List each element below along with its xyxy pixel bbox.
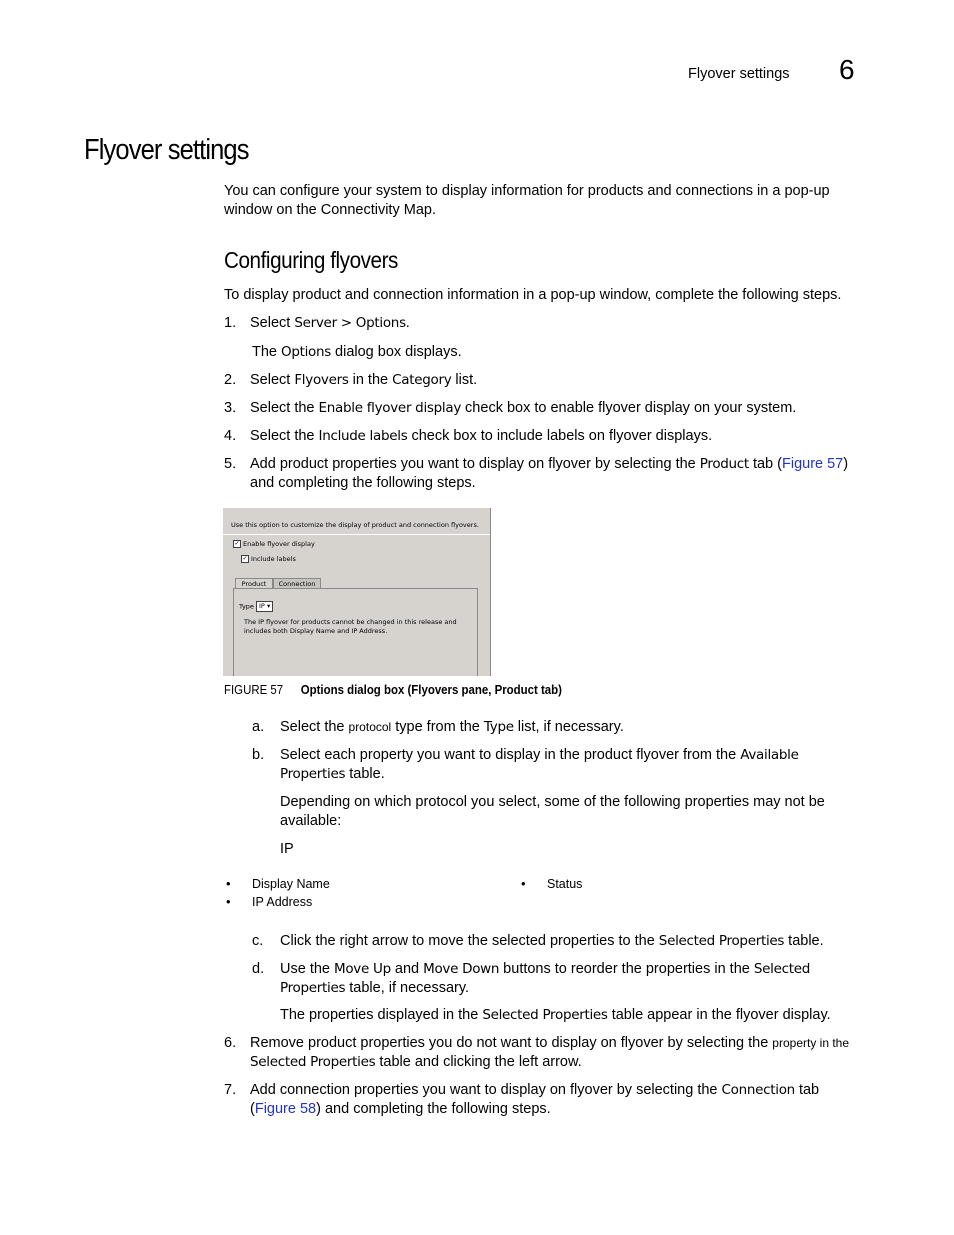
text: table.	[345, 766, 385, 782]
step-text	[250, 371, 477, 390]
step-text	[250, 427, 712, 446]
substep-a	[252, 718, 864, 737]
list-item	[226, 876, 330, 894]
list-item	[521, 876, 582, 894]
figure-label: FIGURE 57	[224, 682, 284, 697]
type-select[interactable]	[256, 601, 273, 612]
figure-58-link[interactable]: Figure 58	[254, 1101, 317, 1117]
substep-letter: c.	[252, 933, 264, 949]
product-tab-panel	[233, 588, 478, 676]
ui-term: Selected Properties	[250, 1054, 376, 1070]
properties-list-col1	[226, 876, 330, 912]
intro-paragraph: You can configure your system to display information for products and connections in a pop-up window on the Connectivity Map.	[224, 183, 830, 218]
text: protocol	[348, 720, 392, 734]
text: list, if necessary.	[513, 719, 624, 735]
ui-term: Server > Options	[294, 315, 406, 331]
ui-term: Available Properties	[280, 747, 799, 782]
protocol-name: IP	[280, 841, 294, 857]
bullet-icon: •	[226, 894, 231, 909]
options-dialog-screenshot	[223, 508, 491, 676]
text: type from the	[391, 719, 484, 735]
step-number: 2.	[224, 372, 237, 388]
text: property in the	[772, 1036, 850, 1050]
tab-product[interactable]: Product	[235, 578, 273, 589]
divider	[223, 534, 490, 535]
text: table.	[784, 933, 824, 949]
substep-b	[252, 746, 864, 784]
chevron-down-icon: ▾	[266, 602, 271, 610]
text: Select the	[250, 428, 319, 444]
figure-57-link[interactable]: Figure 57	[781, 456, 844, 472]
checkmark-icon: ✓	[234, 540, 240, 547]
step-6	[224, 1034, 864, 1072]
checkbox-label: Enable flyover display	[243, 540, 315, 548]
step-text	[250, 1081, 864, 1119]
text: .	[405, 315, 410, 331]
text: Select each property you want to display in the product flyover from the	[280, 747, 741, 763]
include-labels-checkbox[interactable]	[241, 555, 296, 563]
substep-letter: d.	[252, 961, 265, 977]
type-value: IP	[259, 602, 265, 610]
text: table appear in the flyover display.	[607, 1007, 831, 1023]
step-3	[224, 399, 864, 418]
text: tab (	[748, 456, 782, 472]
substep-b-note: Depending on which protocol you select, some of the following properties may not be available:	[280, 794, 825, 829]
type-label: Type	[239, 602, 254, 611]
step-text	[250, 399, 796, 418]
substep-d-note	[280, 1006, 864, 1025]
caption-text: Options dialog box (Flyovers pane, Product tab)	[300, 682, 562, 697]
step-number: 3.	[224, 400, 237, 416]
text: Select the	[250, 400, 319, 416]
step-text	[250, 455, 864, 493]
step-5	[224, 455, 864, 493]
ui-term: Category	[392, 372, 452, 388]
step-number: 6.	[224, 1035, 237, 1051]
property-name: IP Address	[252, 895, 313, 909]
lead-paragraph: To display product and connection information in a pop-up window, complete the following steps.	[224, 287, 842, 303]
ui-term: Move Down	[423, 961, 500, 977]
step-2	[224, 371, 864, 390]
step-1-note	[252, 343, 864, 362]
substep-letter: b.	[252, 747, 265, 763]
text: Remove product properties you do not want to display on flyover by selecting the	[250, 1035, 773, 1051]
ui-term: Product	[699, 456, 749, 472]
tab-connection[interactable]: Connection	[273, 578, 321, 589]
ui-term: Connection	[721, 1082, 795, 1098]
step-number: 4.	[224, 428, 237, 444]
text: Select	[250, 372, 295, 388]
type-row	[239, 601, 273, 612]
step-1	[224, 314, 864, 333]
substep-text	[280, 960, 864, 998]
enable-flyover-checkbox[interactable]	[233, 540, 315, 548]
section-heading: Configuring flyovers	[224, 247, 398, 273]
ui-term: Enable flyover display	[318, 400, 462, 416]
text: ) and completing the following steps.	[316, 1101, 551, 1117]
text: list.	[451, 372, 478, 388]
text: Select	[250, 315, 295, 331]
text: check box to enable flyover display on your system.	[461, 400, 797, 416]
step-number: 7.	[224, 1082, 237, 1098]
ui-term: Flyovers	[294, 372, 349, 388]
dialog-description: Use this option to customize the display of product and connection flyovers.	[231, 521, 479, 529]
bullet-icon: •	[521, 876, 526, 891]
step-number: 1.	[224, 315, 237, 331]
ui-term: Type	[483, 719, 514, 735]
text: in the	[348, 372, 393, 388]
property-name: Status	[547, 877, 583, 891]
substep-text	[280, 932, 824, 951]
ui-term: Include labels	[318, 428, 408, 444]
checkmark-icon: ✓	[242, 555, 248, 562]
ui-term: Selected Properties	[280, 961, 810, 996]
substep-text	[280, 718, 624, 737]
step-4	[224, 427, 864, 446]
type-note: The IP flyover for products cannot be changed in this release and includes both Display Name and IP Address.	[244, 618, 457, 635]
text: buttons to reorder the properties in the	[499, 961, 754, 977]
bullet-icon: •	[226, 876, 231, 891]
chapter-number: 6	[839, 54, 855, 85]
text: The	[252, 344, 282, 360]
text: dialog box displays.	[331, 344, 462, 360]
checkbox-label: Include labels	[251, 555, 296, 563]
running-header-title: Flyover settings	[688, 66, 790, 82]
ui-term: Options	[281, 344, 332, 360]
text: Add product properties you want to display on flyover by selecting the	[250, 456, 700, 472]
text: table and clicking the left arrow.	[375, 1054, 582, 1070]
substep-text	[280, 746, 864, 784]
text: check box to include labels on flyover displays.	[407, 428, 713, 444]
ui-term: Selected Properties	[658, 933, 785, 949]
step-text	[250, 1034, 864, 1072]
properties-list-col2	[521, 876, 582, 894]
text: Add connection properties you want to display on flyover by selecting the	[250, 1082, 722, 1098]
text: ) and completing the following steps.	[250, 456, 849, 491]
step-text	[250, 314, 410, 333]
step-7	[224, 1081, 864, 1119]
text: The properties displayed in the	[280, 1007, 483, 1023]
property-name: Display Name	[252, 877, 330, 891]
figure-caption	[224, 682, 562, 697]
text: table, if necessary.	[345, 980, 470, 996]
ui-term: Move Up	[334, 961, 391, 977]
list-item	[226, 894, 330, 912]
text: and	[390, 961, 424, 977]
text: Select the	[280, 719, 349, 735]
text: Use the	[280, 961, 334, 977]
ui-term: Selected Properties	[482, 1007, 608, 1023]
substep-c	[252, 932, 864, 951]
page-title: Flyover settings	[84, 134, 249, 166]
substep-d	[252, 960, 864, 998]
substep-letter: a.	[252, 719, 265, 735]
text: Click the right arrow to move the selected properties to the	[280, 933, 659, 949]
step-number: 5.	[224, 456, 237, 472]
text: tab (	[250, 1082, 820, 1117]
